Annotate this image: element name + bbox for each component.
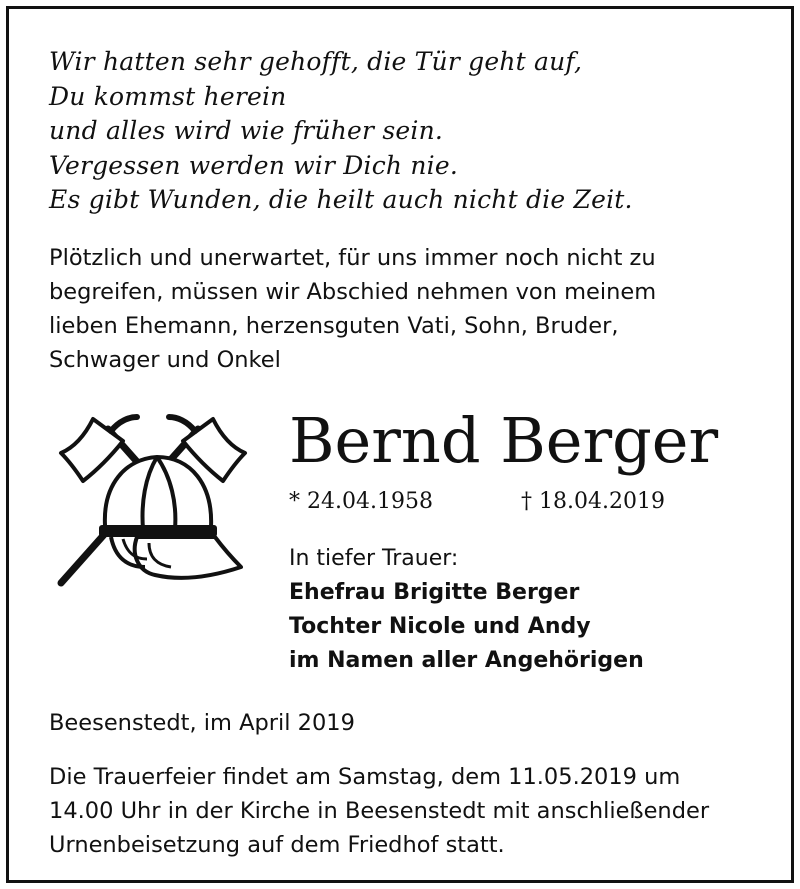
mourner-name: im Namen aller Angehörigen bbox=[289, 648, 644, 673]
ceremony-line: Die Trauerfeier findet am Samstag, dem 11.05.2019 um bbox=[49, 764, 681, 790]
poem bbox=[49, 45, 769, 218]
death-date: † 18.04.2019 bbox=[521, 489, 665, 514]
intro-line: Schwager und Onkel bbox=[49, 347, 281, 373]
intro-text bbox=[49, 241, 769, 377]
ceremony-line: 14.00 Uhr in der Kirche in Beesenstedt mit anschließender bbox=[49, 798, 710, 824]
life-dates bbox=[289, 485, 769, 519]
poem-line: Du kommst herein bbox=[49, 81, 287, 111]
poem-line: Es gibt Wunden, die heilt auch nicht die Zeit. bbox=[49, 185, 633, 214]
mourners-block bbox=[289, 542, 769, 678]
mourning-heading: In tiefer Trauer: bbox=[289, 546, 459, 571]
mourner-name: Ehefrau Brigitte Berger bbox=[289, 580, 580, 605]
firefighter-helmet-crossed-axes-icon bbox=[53, 407, 253, 593]
ceremony-line: Urnenbeisetzung auf dem Friedhof statt. bbox=[49, 832, 505, 858]
intro-line: begreifen, müssen wir Abschied nehmen von meinem bbox=[49, 279, 657, 305]
poem-line: Vergessen werden wir Dich nie. bbox=[49, 150, 459, 180]
birth-date: * 24.04.1958 bbox=[289, 489, 433, 514]
poem-line: Wir hatten sehr gehofft, die Tür geht auf, bbox=[49, 47, 583, 76]
obituary-frame bbox=[6, 6, 794, 883]
intro-line: lieben Ehemann, herzensguten Vati, Sohn, Bruder, bbox=[49, 313, 619, 339]
poem-line: und alles wird wie früher sein. bbox=[49, 116, 444, 145]
intro-line: Plötzlich und unerwartet, für uns immer noch nicht zu bbox=[49, 245, 656, 271]
ceremony-text bbox=[49, 760, 777, 862]
place-and-date: Beesenstedt, im April 2019 bbox=[49, 710, 355, 736]
deceased-name: Bernd Berger bbox=[289, 404, 719, 477]
mourner-name: Tochter Nicole und Andy bbox=[289, 614, 591, 639]
